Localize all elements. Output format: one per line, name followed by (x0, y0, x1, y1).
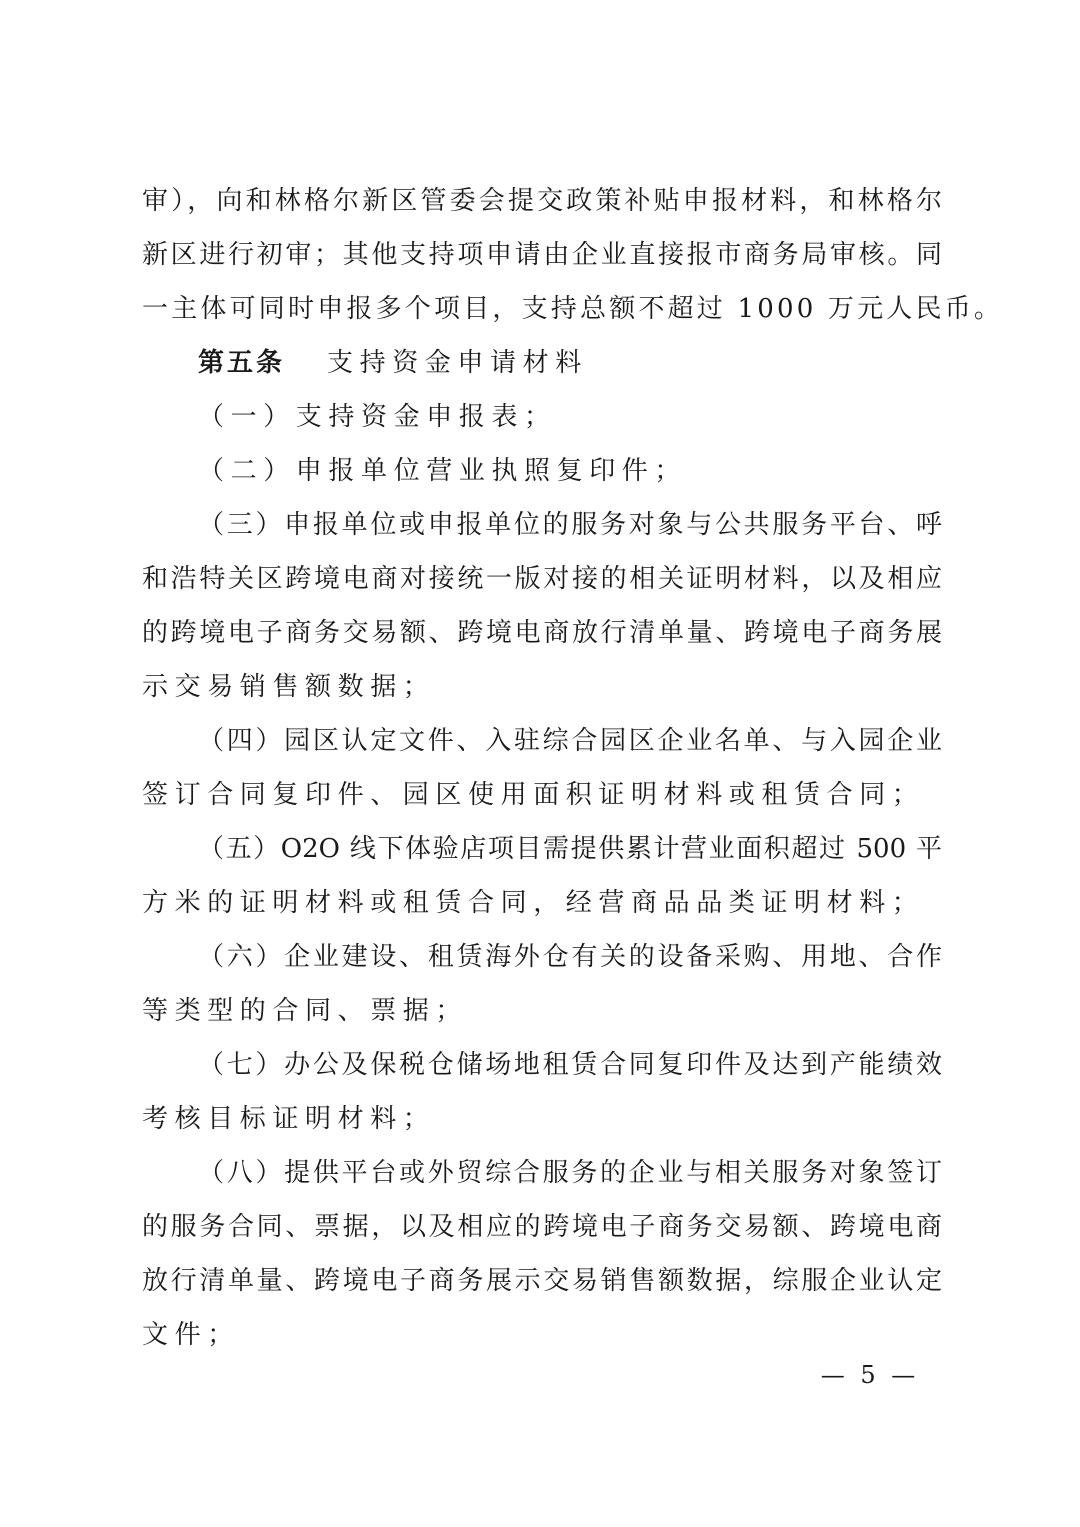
list-item-line: 签订合同复印件、园区使用面积证明材料或租赁合同； (142, 780, 925, 810)
list-item: （一）支持资金申报表； (198, 402, 557, 432)
list-item-line: 的服务合同、票据，以及相应的跨境电子商务交易额、跨境电商 (142, 1212, 942, 1242)
paragraph-line: 审），向和林格尔新区管委会提交政策补贴申报材料，和林格尔 (142, 186, 942, 216)
list-item-line: 的跨境电子商务交易额、跨境电商放行清单量、跨境电子商务展 (142, 618, 942, 648)
article-number: 第五条 (198, 348, 286, 378)
list-item: （二）申报单位营业执照复印件； (198, 456, 688, 486)
list-item-line: 考核目标证明材料； (142, 1104, 436, 1134)
list-item-line: （四）园区认定文件、入驻综合园区企业名单、与入园企业 (198, 726, 942, 756)
list-item-line: （六）企业建设、租赁海外仓有关的设备采购、用地、合作 (198, 942, 942, 972)
list-item-line: （八）提供平台或外贸综合服务的企业与相关服务对象签订 (198, 1158, 942, 1188)
list-item-line: （三）申报单位或申报单位的服务对象与公共服务平台、呼 (198, 510, 942, 540)
list-item-line: 和浩特关区跨境电商对接统一版对接的相关证明材料，以及相应 (142, 564, 942, 594)
list-item-line: 放行清单量、跨境电子商务展示交易销售额数据，综服企业认定 (142, 1266, 942, 1296)
article-heading (198, 336, 942, 390)
article-title: 支持资金申请材料 (327, 348, 588, 378)
paragraph-line: 新区进行初审；其他支持项申请由企业直接报市商务局审核。同 (142, 240, 942, 270)
list-item-line: 示交易销售额数据； (142, 672, 436, 702)
list-item-line: 方米的证明材料或租赁合同，经营商品品类证明材料； (142, 888, 925, 918)
page-number: — 5 — (820, 1361, 920, 1389)
paragraph-line: 一主体可同时申报多个项目，支持总额不超过 1000 万元人民币。 (142, 294, 1004, 324)
list-item-line: 文件； (142, 1320, 240, 1350)
list-item-line: （五）O2O 线下体验店项目需提供累计营业面积超过 500 平 (198, 834, 942, 864)
list-item-line: 等类型的合同、票据； (142, 996, 469, 1026)
list-item-line: （七）办公及保税仓储场地租赁合同复印件及达到产能绩效 (198, 1050, 942, 1080)
